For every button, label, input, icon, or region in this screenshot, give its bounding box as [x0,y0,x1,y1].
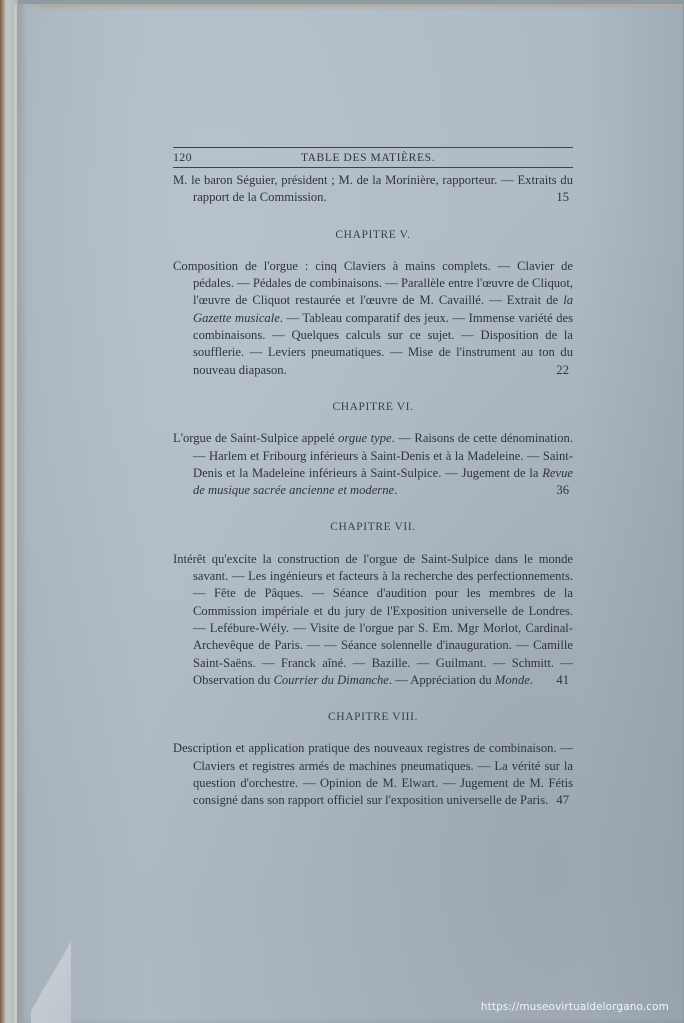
folded-page-corner [31,933,71,1023]
italic-title-text: orgue type [338,431,392,446]
text-run: M. le baron Séguier, président ; M. de la Morinière, rapporteur. — Extraits du rapport de la Commission. [173,173,573,205]
toc-entry-continuation [173,172,573,207]
page-top-edge [37,4,683,10]
chapter-heading-viii: CHAPITRE VIII. [328,711,418,724]
entry-page-number: 47 [556,793,569,808]
entry-text [173,431,573,497]
text-run: . [529,672,534,687]
entry-text [173,173,573,204]
website-watermark: https://museovirtualdelorgano.com [480,1001,669,1013]
italic-title-text: la Gazette musicale [193,293,573,325]
entry-page-number: 22 [556,362,569,377]
running-head [173,148,573,167]
chapter-heading-vi: CHAPITRE VI. [332,400,414,413]
entry-text [173,741,573,807]
entry-page-number: 15 [556,190,569,205]
chapter-heading-v: CHAPITRE V. [335,228,411,241]
text-run: . — Raisons de cette dénomination. — Harlem et Fribourg inférieurs à Saint-Denis et à la Madeleine. — Saint-Denis et la Madeleine inférieurs à Saint-Sulpice. — Jugement de la [193,431,573,480]
text-run: Composition de l'orgue : cinq Claviers à mains complets. — Clavier de pédales. — Pédales de combinaisons. — Parallèle entre l'œuvre de Cliquot, l'œuvre de Cliquot restaurée et l'œuvre de M. Cavaillé. — Extrait de [173,258,573,308]
page-number: 120 [173,150,192,164]
entry-page-number: 41 [556,672,569,687]
chapter-heading-vii: CHAPITRE VII. [330,521,416,534]
text-run: . [394,483,398,498]
entry-text [173,552,573,687]
text-run: Description et application pratique des nouveaux registres de combinaison. — Claviers et registres armés de machines pneumatiques. — La vérité sur la question d'orchestre. — Opinion de M. Elwart. — Jugement de M. Fétis consigné dans son rapport officiel sur l'exposition universelle de Paris. [173,741,573,808]
italic-title-text: Courrier du Dimanche [273,672,389,687]
text-run: . — Appréciation du [388,672,495,687]
text-run: Intérêt qu'excite la construction de l'orgue de Saint-Sulpice dans le monde savant. — Les ingénieurs et facteurs à la recherche des perfectionnements. — Fête de Pâques. — Séance d'audition pour les membres de la Commission impériale et du jury de l'Exposition universelle de Londres. — Lefébure-Wély. — Visite de l'orgue par S. Em. Mgr Morlot, Cardinal-Archevêque de Paris. — — Séance solennelle d'inauguration. — Camille Saint-Saëns. — Franck aîné. — Bazille. — Guilmant. — Schmitt. — Observation du [173,551,573,687]
toc-entry-chapitre-v [173,258,573,379]
entry-text [173,259,573,377]
table-of-contents [173,147,573,810]
italic-title-text: Monde [494,672,530,687]
toc-entry-chapitre-vii [173,551,573,689]
text-run: L'orgue de Saint-Sulpice appelé [173,431,339,446]
running-head-title: TABLE DES MATIÈRES. [300,152,436,164]
italic-title-text: Revue de musique sacrée ancienne et moderne [193,465,573,498]
entry-page-number: 36 [556,483,569,498]
toc-entry-chapitre-vi [173,430,573,499]
toc-entry-chapitre-viii [173,740,573,809]
text-run: . — Tableau comparatif des jeux. — Immense variété des combinaisons. — Quelques calculs sur ce sujet. — Disposition de la soufflerie. — Leviers pneumatiques. — Mise de l'instrument au ton du nouveau diapason. [193,310,573,377]
